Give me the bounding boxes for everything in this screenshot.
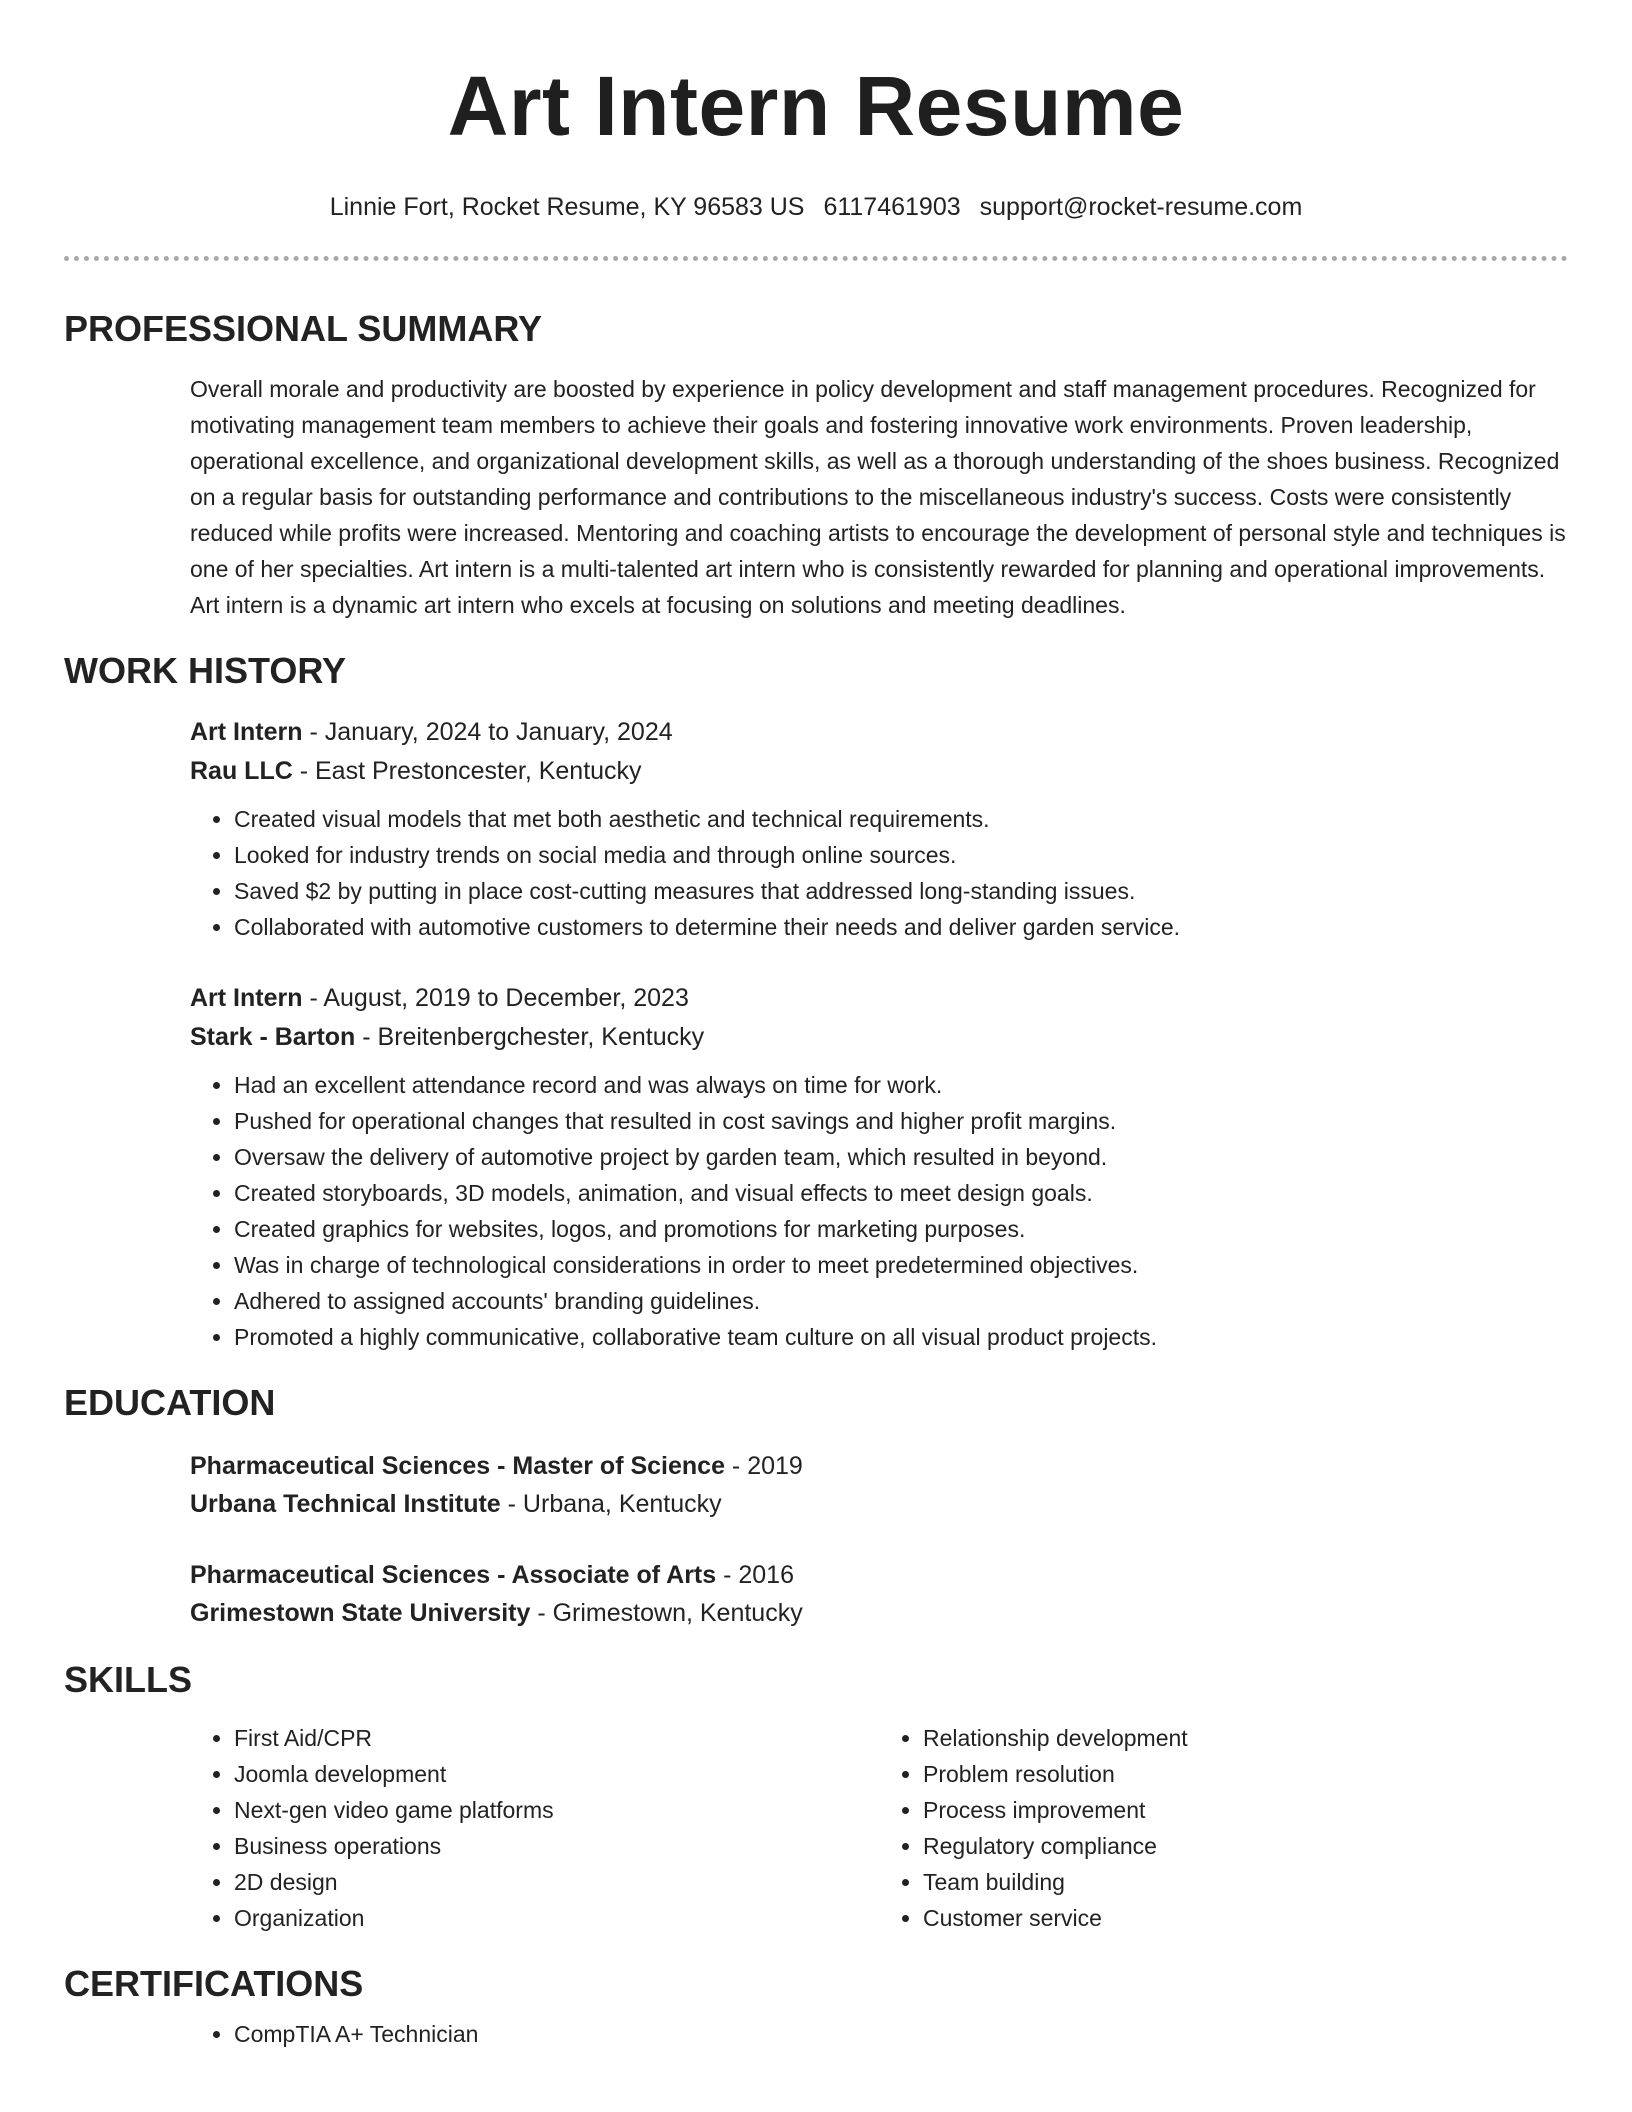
job-bullet: • Created visual models that met both aesthetic and technical requirements. (234, 801, 1568, 837)
certification-item: • CompTIA A+ Technician (234, 2016, 1568, 2052)
job-bullets (190, 1067, 1568, 1355)
skill-item: • Customer service (923, 1900, 1568, 1936)
education-degree-line (190, 1447, 1568, 1485)
job-bullet: • Pushed for operational changes that resulted in cost savings and higher profit margins. (234, 1103, 1568, 1139)
education-school: Urbana Technical Institute (190, 1490, 501, 1518)
job-company: Stark - Barton (190, 1023, 356, 1051)
skill-item: • Process improvement (923, 1792, 1568, 1828)
job-role-line (190, 713, 1568, 752)
job-bullet: • Oversaw the delivery of automotive project by garden team, which resulted in beyond. (234, 1139, 1568, 1175)
certifications (64, 2016, 1568, 2052)
job-bullet: • Collaborated with automotive customers to determine their needs and deliver garden service. (234, 909, 1568, 945)
job-bullet: • Saved $2 by putting in place cost-cutting measures that addressed long-standing issues. (234, 873, 1568, 909)
skill-item: • Organization (234, 1900, 879, 1936)
job-company: Rau LLC (190, 757, 293, 785)
job-role-line (190, 979, 1568, 1018)
education-degree: Pharmaceutical Sciences - Master of Science (190, 1452, 725, 1480)
resume-title: Art Intern Resume (447, 59, 1185, 153)
contact-phone: 6117461903 (823, 193, 961, 221)
skill-item: • First Aid/CPR (234, 1720, 879, 1756)
job-bullet: • Adhered to assigned accounts' branding guidelines. (234, 1283, 1568, 1319)
education-location: - Urbana, Kentucky (500, 1490, 722, 1518)
job-bullet: • Looked for industry trends on social media and through online sources. (234, 837, 1568, 873)
education-entry (190, 1447, 1568, 1523)
job-entry (190, 713, 1568, 945)
skill-item: • 2D design (234, 1864, 879, 1900)
skill-item: • Team building (923, 1864, 1568, 1900)
skills (64, 1720, 1568, 1936)
education-school-line (190, 1594, 1568, 1632)
skill-item: • Business operations (234, 1828, 879, 1864)
job-title: Art Intern (190, 718, 303, 746)
section-heading-summary: PROFESSIONAL SUMMARY (64, 308, 543, 349)
job-bullet: • Created storyboards, 3D models, animation, and visual effects to meet design goals. (234, 1175, 1568, 1211)
work-history (64, 713, 1568, 1355)
job-title: Art Intern (190, 984, 303, 1012)
education (64, 1447, 1568, 1632)
skills-list-left (190, 1720, 879, 1936)
section-heading-skills: SKILLS (64, 1659, 193, 1700)
job-bullets (190, 801, 1568, 945)
summary-text: Overall morale and productivity are boosted by experience in policy development and staff management procedures. Recognized for motivating management team members to achieve their goals and fostering innovative work environments. Proven leadership, operational excellence, and organizational development skills, as well as a thorough understanding of the shoes business. Recognized on a regular basis for outstanding performance and contributions to the miscellaneous industry's success. Costs were consistently reduced while profits were increased. Mentoring and coaching artists to encourage the development of personal style and techniques is one of her specialties. Art intern is a multi-talented art intern who is consistently rewarded for planning and operational improvements. Art intern is a dynamic art intern who excels at focusing on solutions and meeting deadlines. (190, 376, 1566, 618)
education-school: Grimestown State University (190, 1599, 531, 1627)
contact-address: Linnie Fort, Rocket Resume, KY 96583 US (329, 193, 805, 221)
job-bullet: • Was in charge of technological considerations in order to meet predetermined objectives. (234, 1247, 1568, 1283)
education-degree-line (190, 1556, 1568, 1594)
skill-item: • Regulatory compliance (923, 1828, 1568, 1864)
job-dates: - August, 2019 to December, 2023 (302, 984, 689, 1012)
education-school-line (190, 1485, 1568, 1523)
job-bullet: • Had an excellent attendance record and was always on time for work. (234, 1067, 1568, 1103)
job-bullet: • Promoted a highly communicative, collaborative team culture on all visual product projects. (234, 1319, 1568, 1355)
certifications-list (190, 2016, 1568, 2052)
job-company-line (190, 752, 1568, 791)
skills-list-right (879, 1720, 1568, 1936)
contact-info (64, 192, 1568, 222)
education-year: - 2016 (716, 1561, 794, 1589)
contact-email: support@rocket-resume.com (979, 193, 1303, 221)
skill-item: • Joomla development (234, 1756, 879, 1792)
section-heading-certifications: CERTIFICATIONS (64, 1963, 364, 2004)
section-heading-education: EDUCATION (64, 1382, 276, 1423)
education-year: - 2019 (724, 1452, 803, 1480)
education-location: - Grimestown, Kentucky (530, 1599, 803, 1627)
job-company-line (190, 1018, 1568, 1057)
job-bullet: • Created graphics for websites, logos, and promotions for marketing purposes. (234, 1211, 1568, 1247)
job-dates: - January, 2024 to January, 2024 (302, 718, 673, 746)
education-degree: Pharmaceutical Sciences - Associate of Arts (190, 1561, 717, 1589)
section-heading-work-history: WORK HISTORY (64, 650, 347, 691)
job-entry (190, 979, 1568, 1355)
header-divider (64, 256, 1568, 261)
education-entry (190, 1556, 1568, 1632)
skills-grid (190, 1720, 1568, 1936)
skill-item: • Next-gen video game platforms (234, 1792, 879, 1828)
skill-item: • Problem resolution (923, 1756, 1568, 1792)
job-location: - Breitenbergchester, Kentucky (355, 1023, 705, 1051)
skill-item: • Relationship development (923, 1720, 1568, 1756)
job-location: - East Prestoncester, Kentucky (292, 757, 642, 785)
